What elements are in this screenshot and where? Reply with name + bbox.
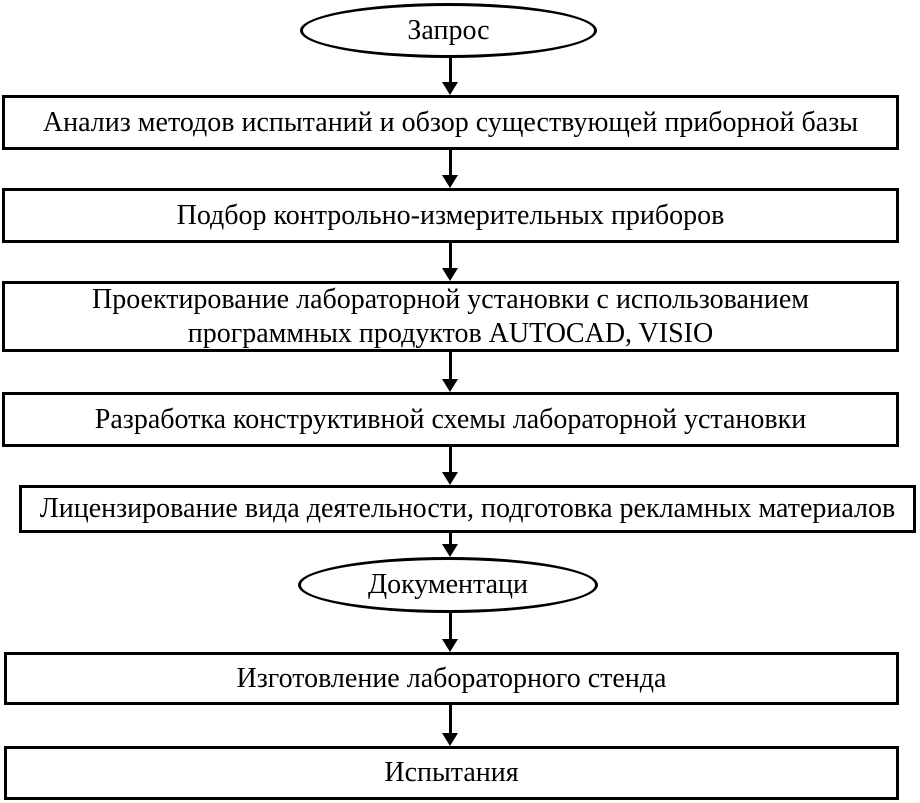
node-analysis bbox=[2, 95, 899, 150]
arrow-head-icon bbox=[442, 379, 458, 392]
arrow-head-icon bbox=[442, 82, 458, 95]
node-design-label: Проектирование лабораторной установки с использованием программных продуктов AUTOCAD, VISIO bbox=[91, 284, 810, 349]
node-documentation bbox=[298, 557, 598, 613]
flow-arrow-4 bbox=[442, 352, 458, 392]
node-documentation-label: Документаци bbox=[367, 569, 529, 601]
arrow-stem bbox=[449, 58, 452, 85]
flow-arrow-7 bbox=[442, 613, 458, 652]
node-selection bbox=[2, 188, 899, 243]
node-scheme-label: Разработка конструктивной схемы лабораторной установки bbox=[94, 403, 807, 435]
node-design bbox=[2, 281, 899, 352]
node-licensing bbox=[19, 485, 916, 533]
flow-arrow-8 bbox=[442, 705, 458, 746]
arrow-stem bbox=[449, 447, 452, 475]
node-analysis-label: Анализ методов испытаний и обзор существующей приборной базы bbox=[42, 106, 859, 138]
node-testing bbox=[4, 746, 899, 800]
node-request-label: Запрос bbox=[407, 14, 490, 46]
arrow-stem bbox=[449, 613, 452, 642]
flow-arrow-5 bbox=[442, 447, 458, 485]
arrow-head-icon bbox=[442, 175, 458, 188]
flow-arrow-6 bbox=[442, 533, 458, 557]
node-licensing-label: Лицензирование вида деятельности, подготовка рекламных материалов bbox=[39, 493, 896, 525]
node-fabrication-label: Изготовление лабораторного стенда bbox=[236, 662, 667, 694]
arrow-stem bbox=[449, 243, 452, 271]
arrow-head-icon bbox=[442, 472, 458, 485]
node-request bbox=[300, 3, 597, 58]
node-selection-label: Подбор контрольно-измерительных приборов bbox=[176, 199, 725, 231]
flow-arrow-1 bbox=[442, 58, 458, 95]
arrow-head-icon bbox=[442, 268, 458, 281]
flow-arrow-3 bbox=[442, 243, 458, 281]
arrow-head-icon bbox=[442, 733, 458, 746]
arrow-head-icon bbox=[442, 544, 458, 557]
node-fabrication bbox=[4, 652, 899, 705]
arrow-stem bbox=[449, 150, 452, 178]
arrow-head-icon bbox=[442, 639, 458, 652]
node-scheme bbox=[2, 392, 899, 447]
node-testing-label: Испытания bbox=[384, 757, 519, 789]
arrow-stem bbox=[449, 705, 452, 736]
arrow-stem bbox=[449, 352, 452, 382]
flow-arrow-2 bbox=[442, 150, 458, 188]
